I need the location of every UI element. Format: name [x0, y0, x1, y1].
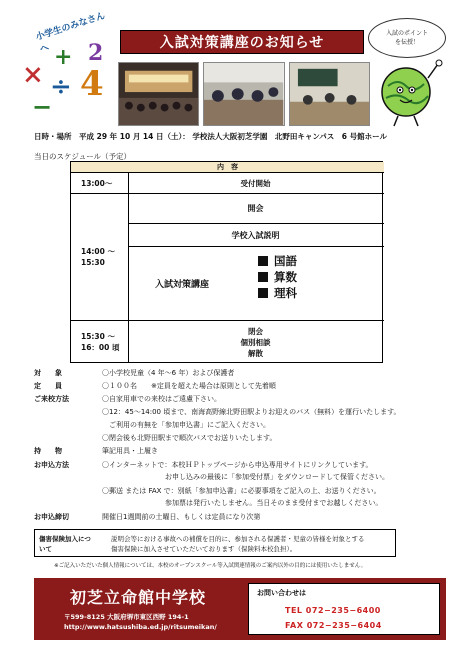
- schedule-content-opening: 開会: [247, 204, 264, 213]
- schedule-time-2: 14:00 〜15:30: [71, 194, 129, 320]
- insurance-line-1: 説明会等における事故への補償を目的に、参加される保護者・児童の皆様を対象とする: [111, 535, 365, 543]
- event-photos: [118, 62, 370, 126]
- schedule-dismissal: 解散: [248, 348, 263, 358]
- bubble-line-2: を伝授！: [394, 39, 419, 46]
- privacy-footnote: ※ご記入いただいた個人情報については、本校のオープンスクール等入試関連情報のご案内以外の目的には使用いたしません。: [54, 563, 367, 569]
- schedule-table: [70, 161, 383, 363]
- phone-number[interactable]: TEL 072−235−6400: [285, 606, 381, 615]
- school-address: [64, 612, 217, 632]
- number-four: 4: [80, 64, 104, 104]
- page-title: 入試対策講座のお知らせ: [120, 30, 364, 54]
- schedule-content-prep-course: 入試対策講座: [155, 280, 210, 290]
- schedule-caption: 当日のスケジュール（予定）: [34, 152, 132, 161]
- contact-heading: お問い合わせは: [257, 589, 306, 597]
- insurance-label: 傷害保険加入について: [39, 535, 91, 553]
- schedule-header-content: 内 容: [71, 162, 384, 173]
- plus-symbol: +: [54, 44, 73, 70]
- insurance-box: [34, 529, 396, 557]
- footer: [34, 578, 446, 640]
- globe-mascot-icon: [372, 56, 444, 128]
- address-text: 〒599-8125 大阪府堺市東区西野 194-1: [64, 613, 189, 621]
- speech-bubble: [368, 18, 446, 58]
- schedule-consultation: 個別相談: [240, 337, 271, 347]
- subject-math: 算数: [258, 269, 297, 285]
- times-symbol: ×: [22, 60, 44, 90]
- contact-box: [248, 583, 440, 635]
- number-two: 2: [88, 40, 104, 66]
- photo-lecture: [289, 62, 370, 126]
- fax-number: FAX 072−235−6404: [285, 621, 382, 630]
- website-link[interactable]: http://www.hatsushiba.ed.jp/ritsumeikan/: [64, 623, 217, 631]
- brand-caption: 小学生のみなさんへ: [34, 11, 107, 56]
- subject-list: [258, 253, 297, 301]
- flyer-page: 小学生のみなさんへ + × ÷ 2 4 − 入試対策講座のお知らせ 入試のポイント を伝授！ 日時・場所 平成 29 年 10 月 14 日（土）： 学校法人大阪初芝学園 北野田キャンパス 6 号館ホール 当日のスケジュール（予定） 内 容 13:00〜 受付開始 14:00 〜15:30 開会 学校入試説明 入試対策講座 15:30 〜16：00 頃 閉会 個別相談 解散 国語 算数 理科 対 象 〇小学校児童（4 年〜6 年）および保護者 定 員 〇１００名 ※定員を超えた場合は原則として先着順 ご来校方法 〇自家用車での来校はご遠慮下さい。 〇12：45〜14:00 頃まで、南海高野線北野田駅よりお迎えのバス（無料）を運行いたします。 ご利用の有無を「参加申込書」にご記入ください。 〇閉会後も北野田駅まで順次バスでお送りいたします。 持 物 筆記用具・上履き お申込方法 〇インターネットで：本校ＨＰトップページから申込専用サイトにリンクしています。 お申し込みの最後に「参加受付票」をダウンロードして保管ください。 〇郵送 または FAX で：別紙「参加申込書」に必要事項をご記入の上、お送りください。 参加票は発行いたしません。当日そのまま受付までお越しください。 お申込締切 開催日1週間前の土曜日、もしくは定員になり次第 傷害保険加入について 説明会等における事故への補償を目的に、参加される保護者・児童の皆様を対象とする 傷害保険に加入させていただいております（保険料本校負担）。 ※ご記入いただいた個人情報については、本校のオープンスクール等入試関連情報のご案内以外の目的には使用いたしません。 初芝立命館中学校 〒599-8125 大阪府堺市東区西野 194-1 http://www.hatsushiba.ed.jp/ritsumeikan/ お問い合わせは TEL 072−235−6400 FAX 072−235−6404: [0, 0, 463, 654]
- schedule-time-3: 15:30 〜16：00 頃: [71, 321, 129, 363]
- schedule-closing: 閉会: [248, 326, 263, 336]
- insurance-line-2: 傷害保険に加入させていただいております（保険料本校負担）。: [111, 545, 297, 553]
- subject-science: 理科: [258, 285, 297, 301]
- subject-japanese: 国語: [258, 253, 297, 269]
- brand-logo: [18, 8, 113, 123]
- schedule-content-reception: 受付開始: [240, 178, 271, 188]
- schedule-time-1: 13:00〜: [71, 173, 129, 193]
- schedule-content-closing: [129, 321, 382, 363]
- photo-classroom: [203, 62, 284, 126]
- school-name: 初芝立命館中学校: [70, 588, 207, 607]
- schedule-content-school-briefing: 学校入試説明: [231, 230, 280, 240]
- photo-hall-stage: [118, 62, 199, 126]
- bubble-line-1: 入試のポイント: [385, 30, 428, 37]
- math-symbols-graphic: [18, 38, 113, 121]
- divide-symbol: ÷: [50, 72, 72, 102]
- minus-symbol: −: [32, 92, 53, 121]
- event-datetime-location: 日時・場所 平成 29 年 10 月 14 日（土）： 学校法人大阪初芝学園 北野田キャンパス 6 号館ホール: [34, 132, 387, 141]
